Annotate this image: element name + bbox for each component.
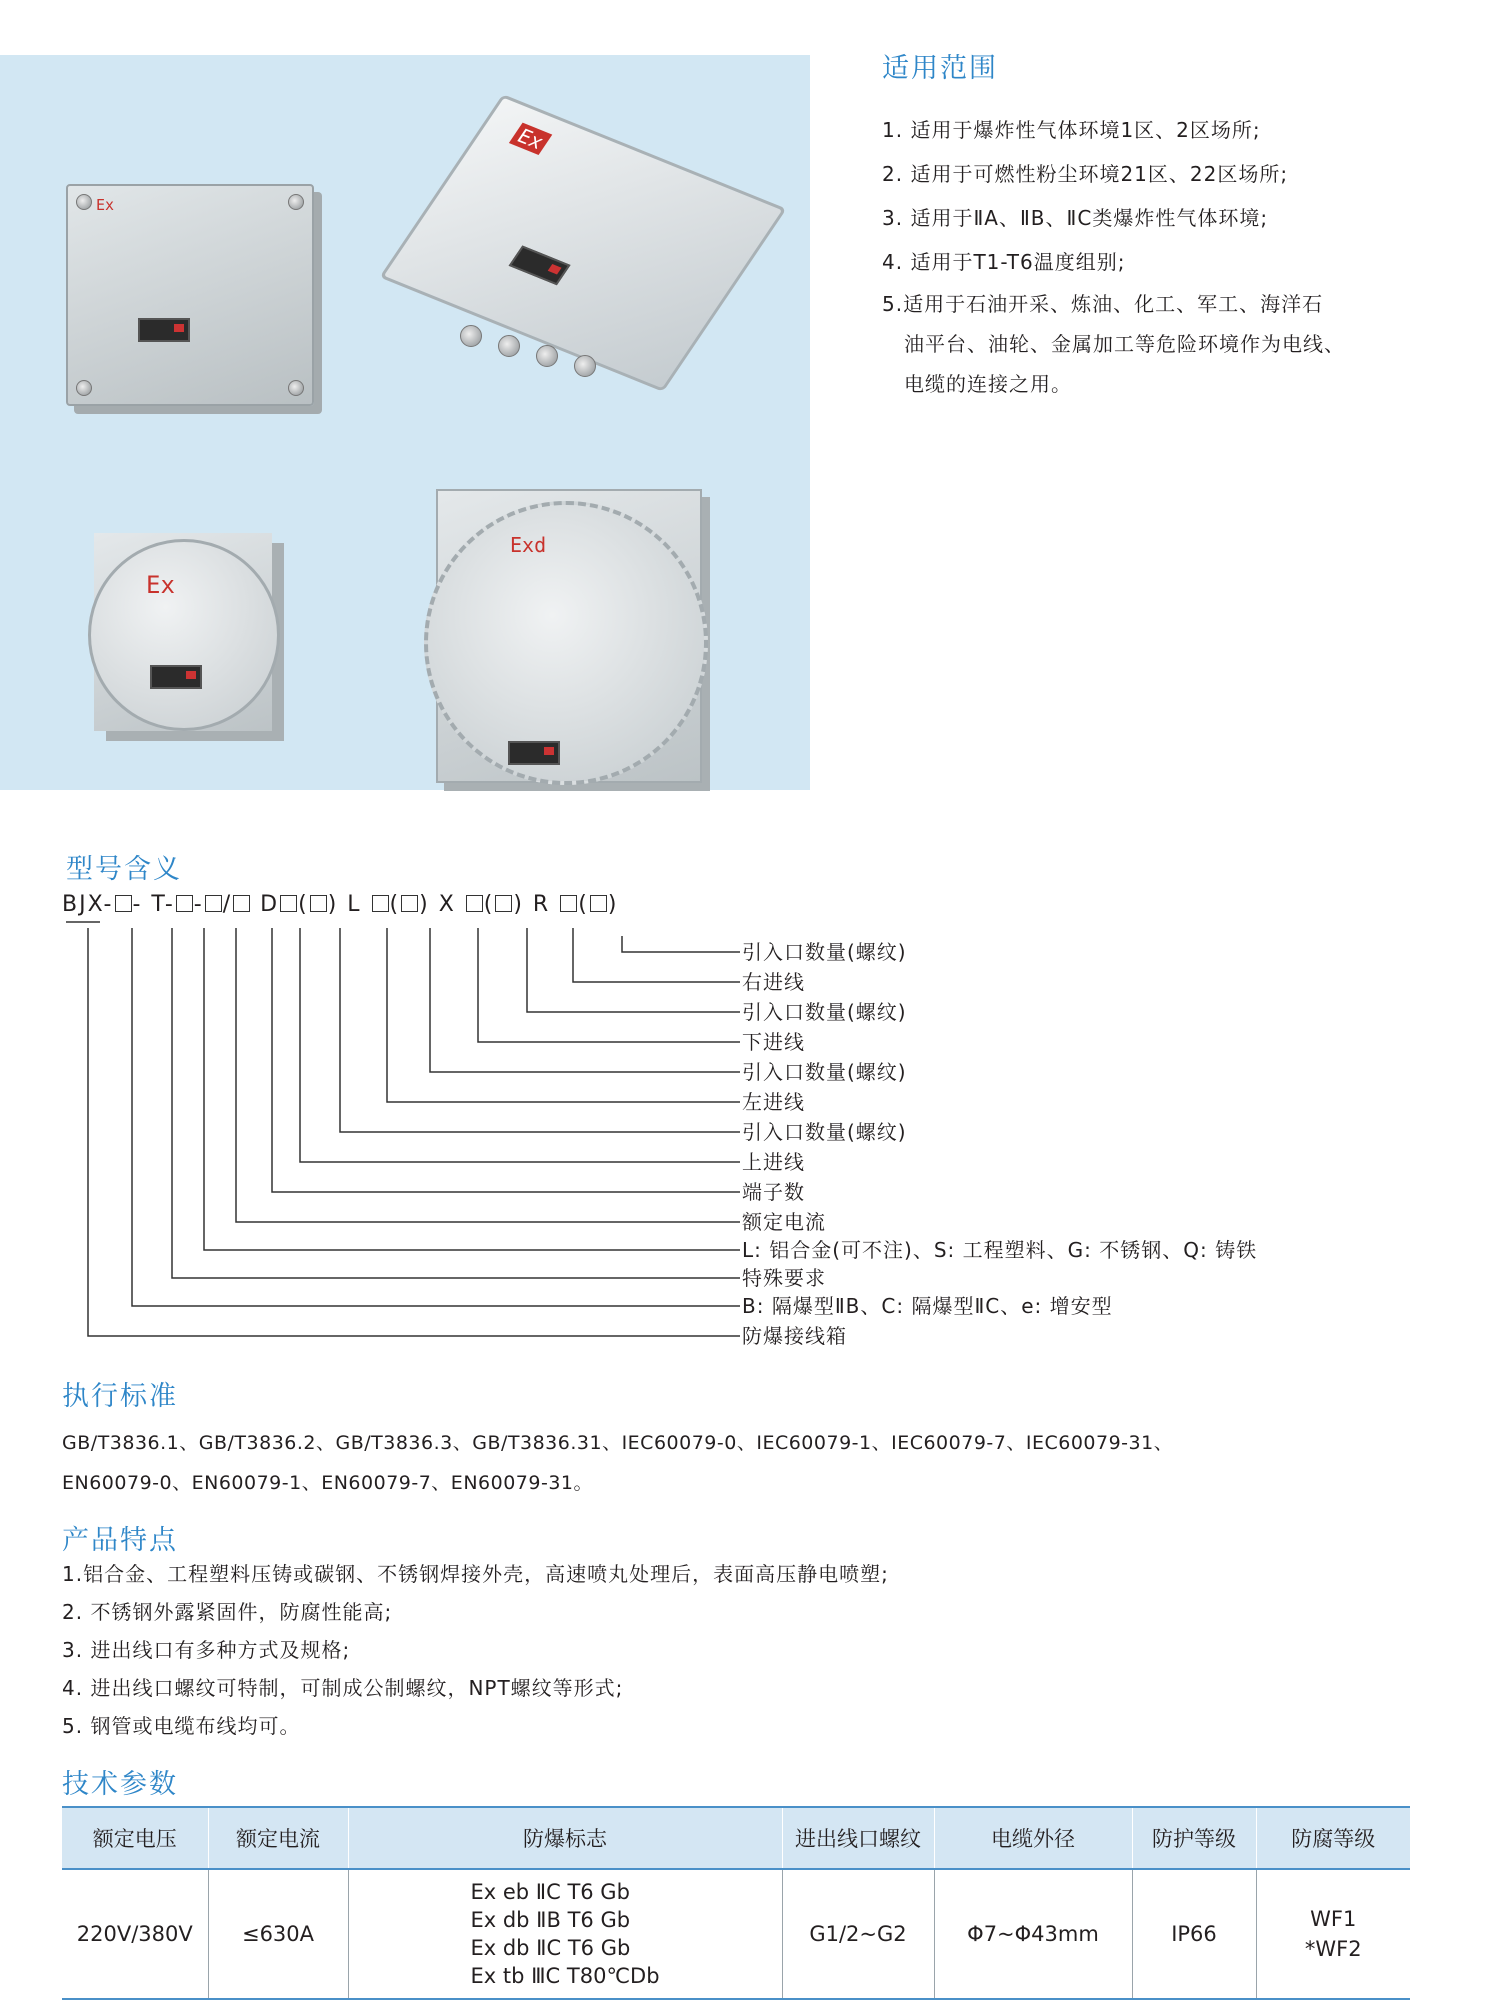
placeholder-box xyxy=(176,895,193,912)
feature-item: 1.铝合金、工程塑料压铸或碳钢、不锈钢焊接外壳，高速喷丸处理后，表面高压静电喷塑; xyxy=(62,1562,889,1586)
legend-item: 下进线 xyxy=(742,1030,805,1054)
screw-icon xyxy=(288,380,304,396)
scope-title: 适用范围 xyxy=(882,53,998,84)
legend-item: L: 铝合金(可不注)、S: 工程塑料、G: 不锈钢、Q: 铸铁 xyxy=(742,1238,1258,1262)
column-header: 防腐等级 xyxy=(1256,1807,1410,1869)
screw-icon xyxy=(76,194,92,210)
column-header: 进出线口螺纹 xyxy=(782,1807,934,1869)
cell-voltage: 220V/380V xyxy=(62,1869,208,1999)
gland-icon xyxy=(498,335,520,357)
placeholder-box xyxy=(401,895,418,912)
nameplate xyxy=(509,245,571,285)
ex-mark: Ex xyxy=(96,196,115,214)
legend-item: 引入口数量(螺纹) xyxy=(742,1120,907,1144)
scope-list xyxy=(882,108,1442,404)
feature-item: 2. 不锈钢外露紧固件，防腐性能高; xyxy=(62,1600,393,1624)
standards-title: 执行标准 xyxy=(62,1381,178,1412)
standards-line-1: GB/T3836.1、GB/T3836.2、GB/T3836.3、GB/T3836.31、IEC60079-0、IEC60079-1、IEC60079-7、IEC60079-31、 xyxy=(62,1432,1174,1454)
placeholder-box xyxy=(466,895,483,912)
anticorrosion-1: WF1 xyxy=(1310,1907,1357,1931)
scope-item-5 xyxy=(882,284,1442,404)
standards-line-2: EN60079-0、EN60079-1、EN60079-7、EN60079-31。 xyxy=(62,1472,594,1494)
junction-box-photo-3 xyxy=(94,533,272,731)
placeholder-box xyxy=(372,895,389,912)
table-row xyxy=(62,1869,1410,1999)
placeholder-box xyxy=(495,895,512,912)
placeholder-box xyxy=(233,895,250,912)
cell-cable: Φ7~Φ43mm xyxy=(934,1869,1132,1999)
gland-icon xyxy=(460,325,482,347)
feature-item: 4. 进出线口螺纹可特制，可制成公制螺纹，NPT螺纹等形式; xyxy=(62,1676,624,1700)
placeholder-box xyxy=(310,895,327,912)
cell-ip: IP66 xyxy=(1132,1869,1256,1999)
nameplate xyxy=(150,665,202,689)
legend-item: 引入口数量(螺纹) xyxy=(742,1060,907,1084)
model-code: BJX- - T- - / D ( ) L ( ) X ( ) R ( ) xyxy=(62,892,619,917)
legend-item: 上进线 xyxy=(742,1150,805,1174)
cable-glands xyxy=(460,315,620,375)
cell-thread: G1/2~G2 xyxy=(782,1869,934,1999)
placeholder-box xyxy=(590,895,607,912)
legend-item: 防爆接线箱 xyxy=(742,1324,847,1348)
table-header-row xyxy=(62,1807,1410,1869)
feature-item: 5. 钢管或电缆布线均可。 xyxy=(62,1714,301,1738)
column-header: 额定电压 xyxy=(62,1807,208,1869)
placeholder-box xyxy=(205,895,222,912)
legend-item: 端子数 xyxy=(742,1180,805,1204)
placeholder-box xyxy=(280,895,297,912)
cell-ex-marks xyxy=(348,1869,782,1999)
column-header: 防爆标志 xyxy=(348,1807,782,1869)
ex-mark-line: Ex db ⅡC T6 Gb xyxy=(470,1936,631,1960)
features-title: 产品特点 xyxy=(62,1525,178,1556)
column-header: 防护等级 xyxy=(1132,1807,1256,1869)
legend-item: 引入口数量(螺纹) xyxy=(742,940,907,964)
legend-item: 左进线 xyxy=(742,1090,805,1114)
ex-mark-line: Ex tb ⅢC T80℃Db xyxy=(470,1964,660,1988)
screw-icon xyxy=(288,194,304,210)
placeholder-box xyxy=(560,895,577,912)
scope-item: 3. 适用于ⅡA、ⅡB、ⅡC类爆炸性气体环境; xyxy=(882,206,1269,230)
column-header: 额定电流 xyxy=(208,1807,348,1869)
ex-mark: Ex xyxy=(146,571,175,599)
nameplate xyxy=(138,318,190,342)
scope-item-5-line3: 电缆的连接之用。 xyxy=(904,372,1072,396)
model-title: 型号含义 xyxy=(66,854,182,885)
ex-mark-line: Ex db ⅡB T6 Gb xyxy=(470,1908,631,1932)
scope-item: 4. 适用于T1-T6温度组别; xyxy=(882,250,1126,274)
feature-item: 3. 进出线口有多种方式及规格; xyxy=(62,1638,351,1662)
scope-item-5-line2: 油平台、油轮、金属加工等危险环境作为电线、 xyxy=(904,332,1345,356)
gland-icon xyxy=(574,355,596,377)
gland-icon xyxy=(536,345,558,367)
tech-params-table xyxy=(62,1806,1410,2000)
scope-item-5-line1: 5.适用于石油开采、炼油、化工、军工、海洋石 xyxy=(882,292,1324,316)
ex-mark: Exd xyxy=(510,533,547,557)
anticorrosion-2: *WF2 xyxy=(1304,1937,1362,1961)
legend-item: 右进线 xyxy=(742,970,805,994)
nameplate xyxy=(508,741,560,765)
junction-box-photo-1 xyxy=(66,184,314,406)
round-flange xyxy=(424,501,708,785)
round-lid xyxy=(88,539,280,731)
scope-item: 1. 适用于爆炸性气体环境1区、2区场所; xyxy=(882,118,1261,142)
product-photo-panel xyxy=(0,55,810,790)
legend-item: 额定电流 xyxy=(742,1210,826,1234)
ex-mark: Ex xyxy=(509,123,552,155)
legend-item: B: 隔爆型ⅡB、C: 隔爆型ⅡC、e: 增安型 xyxy=(742,1294,1113,1318)
junction-box-photo-4 xyxy=(436,489,702,783)
tech-title: 技术参数 xyxy=(62,1769,178,1800)
scope-item: 2. 适用于可燃性粉尘环境21区、22区场所; xyxy=(882,162,1289,186)
ex-mark-line: Ex eb ⅡC T6 Gb xyxy=(470,1880,630,1904)
column-header: 电缆外径 xyxy=(934,1807,1132,1869)
legend-item: 特殊要求 xyxy=(742,1266,826,1290)
cell-current: ≤630A xyxy=(208,1869,348,1999)
screw-icon xyxy=(76,380,92,396)
placeholder-box xyxy=(115,895,132,912)
model-code-prefix: BJX- xyxy=(62,892,114,917)
legend-item: 引入口数量(螺纹) xyxy=(742,1000,907,1024)
cell-anticorrosion xyxy=(1256,1869,1410,1999)
